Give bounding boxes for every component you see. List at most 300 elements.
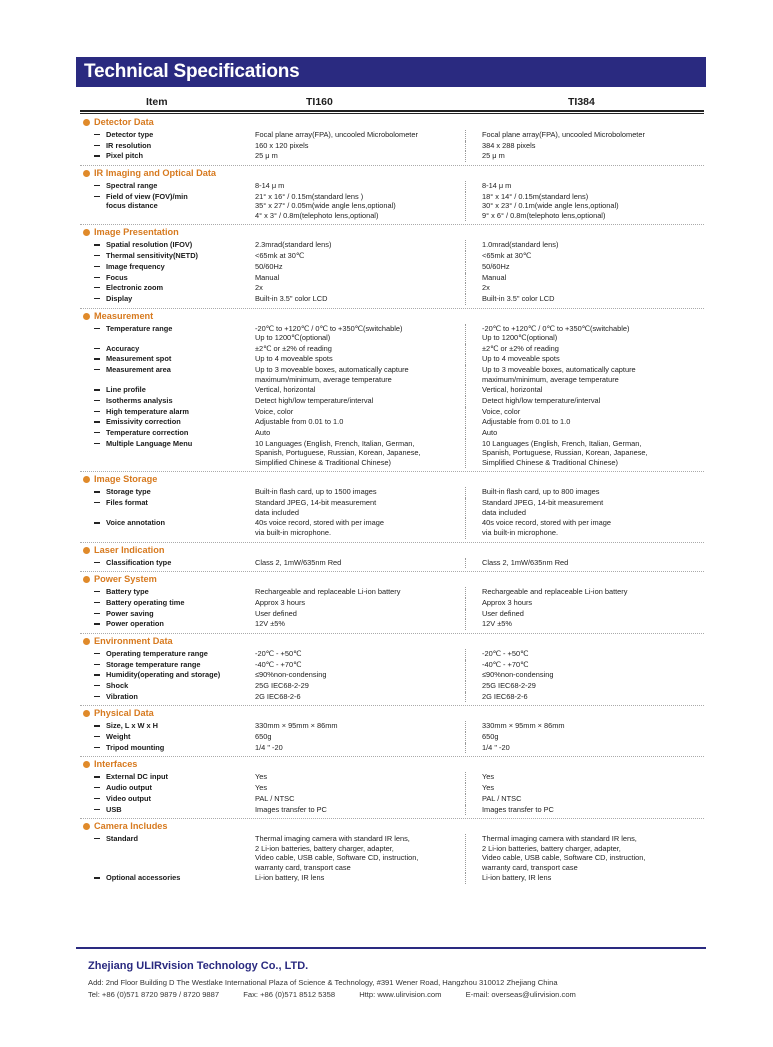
text-line: 30° x 23° / 0.1m(wide angle lens,optional) xyxy=(482,201,619,211)
spec-row xyxy=(80,598,704,609)
spec-row xyxy=(80,130,704,141)
text-line: Vibration xyxy=(106,691,138,701)
text-line: -20℃ to +120℃ / 0℃ to +350℃(switchable) xyxy=(255,323,403,333)
text-line: -40℃ - +70℃ xyxy=(482,659,529,669)
section-header xyxy=(80,311,704,324)
section-title: Image Presentation xyxy=(94,227,179,238)
spec-row xyxy=(80,385,704,396)
spec-value-model-1 xyxy=(255,805,475,815)
spec-value-model-2 xyxy=(482,192,704,221)
section-title: Measurement xyxy=(94,310,154,321)
text-line: Storage type xyxy=(106,487,151,497)
text-line: USB xyxy=(106,804,122,814)
text-line: Built-in 3.5" color LCD xyxy=(255,293,328,303)
spec-item-label xyxy=(106,151,256,161)
text-line: Built-in flash card, up to 1500 images xyxy=(255,487,377,497)
spec-value-model-2 xyxy=(482,692,704,702)
text-line: Temperature correction xyxy=(106,428,189,438)
row-dash-icon xyxy=(94,358,100,359)
spec-value-model-2 xyxy=(482,518,704,537)
text-line: Approx 3 hours xyxy=(255,597,306,607)
text-line: 12V ±5% xyxy=(482,619,512,629)
spec-section xyxy=(80,168,704,225)
section-divider xyxy=(80,224,704,225)
text-line: Storage temperature range xyxy=(106,659,201,669)
section-header xyxy=(80,759,704,772)
text-line: Humidity(operating and storage) xyxy=(106,670,221,680)
text-line: Battery operating time xyxy=(106,597,185,607)
spec-value-model-2 xyxy=(482,273,704,283)
spec-item-label xyxy=(106,518,256,528)
spec-value-model-1 xyxy=(255,587,475,597)
row-dash-icon xyxy=(94,421,100,422)
spec-value-model-2 xyxy=(482,587,704,597)
text-line: ≤90%non-condensing xyxy=(255,670,327,680)
page-title: Technical Specifications xyxy=(84,61,300,82)
text-line: Operating temperature range xyxy=(106,648,208,658)
spec-item-label xyxy=(106,251,256,261)
spec-row xyxy=(80,262,704,273)
text-line: Adjustable from 0.01 to 1.0 xyxy=(255,417,344,427)
row-dash-icon xyxy=(94,613,100,614)
text-line: 18° x 14° / 0.15m(standard lens) xyxy=(482,191,589,201)
section-title: IR Imaging and Optical Data xyxy=(94,168,217,179)
text-line: 50/60Hz xyxy=(255,261,283,271)
text-line: 10 Languages (English, French, Italian, German, xyxy=(482,438,642,448)
row-dash-icon xyxy=(94,277,100,278)
text-line: Display xyxy=(106,293,133,303)
text-line: Detector type xyxy=(106,130,154,139)
text-line: Focal plane array(FPA), uncooled Microbolometer xyxy=(255,130,418,139)
spec-item-label xyxy=(106,428,256,438)
spec-section xyxy=(80,708,704,757)
spec-item-label xyxy=(106,385,256,395)
text-line: 21° x 16° / 0.15m(standard lens ) xyxy=(255,191,364,201)
text-line: Files format xyxy=(106,498,148,508)
spec-item-label xyxy=(106,649,256,659)
text-line: Optional accessories xyxy=(106,873,181,883)
spec-value-model-1 xyxy=(255,721,475,731)
text-line: 8-14 μ m xyxy=(482,181,512,191)
row-dash-icon xyxy=(94,411,100,412)
spec-value-model-1 xyxy=(255,873,475,883)
text-line: ±2℃ or ±2% of reading xyxy=(482,343,559,353)
section-bullet-icon xyxy=(83,710,90,717)
spec-value-model-2 xyxy=(482,721,704,731)
spec-item-label xyxy=(106,598,256,608)
spec-table xyxy=(80,115,704,884)
spec-item-label xyxy=(106,240,256,250)
spec-value-model-1 xyxy=(255,324,475,343)
text-line: Emissivity correction xyxy=(106,417,181,427)
text-line: Simplified Chinese & Traditional Chinese) xyxy=(482,457,618,467)
section-title: Interfaces xyxy=(94,759,138,770)
row-dash-icon xyxy=(94,877,100,878)
spec-value-model-1 xyxy=(255,487,475,497)
spec-item-label xyxy=(106,354,256,364)
text-line: 25G IEC68-2-29 xyxy=(482,681,536,690)
text-line: -20℃ - +50℃ xyxy=(255,648,302,658)
text-line: 12V ±5% xyxy=(255,619,285,629)
text-line: Line profile xyxy=(106,385,146,395)
section-bullet-icon xyxy=(83,547,90,554)
text-line: User defined xyxy=(255,608,297,618)
spec-item-label xyxy=(106,834,256,844)
spec-row xyxy=(80,251,704,262)
row-dash-icon xyxy=(94,134,100,135)
row-dash-icon xyxy=(94,809,100,810)
row-dash-icon xyxy=(94,522,100,523)
spec-value-model-2 xyxy=(482,385,704,395)
row-dash-icon xyxy=(94,155,100,156)
spec-item-label xyxy=(106,805,256,815)
text-line: 1/4 " -20 xyxy=(482,742,510,752)
text-line: Pixel pitch xyxy=(106,151,143,161)
text-line: Auto xyxy=(255,428,271,438)
spec-value-model-2 xyxy=(482,181,704,191)
text-line: 1.0mrad(standard lens) xyxy=(482,240,559,250)
spec-row xyxy=(80,692,704,703)
section-bullet-icon xyxy=(83,823,90,830)
text-line: Adjustable from 0.01 to 1.0 xyxy=(482,417,571,427)
section-header xyxy=(80,168,704,181)
spec-item-label xyxy=(106,558,256,568)
spec-row xyxy=(80,619,704,630)
spec-value-model-1 xyxy=(255,732,475,742)
text-line: 650g xyxy=(482,732,499,742)
text-line: -20℃ to +120℃ / 0℃ to +350℃(switchable) xyxy=(482,323,630,333)
spec-row xyxy=(80,558,704,569)
text-line: 8-14 μ m xyxy=(255,181,285,191)
spec-item-label xyxy=(106,396,256,406)
spec-section xyxy=(80,574,704,634)
text-line: Battery type xyxy=(106,587,149,597)
text-line: Standard JPEG, 14-bit measurement xyxy=(482,498,604,508)
text-line: maximum/minimum, average temperature xyxy=(255,374,392,384)
spec-item-label xyxy=(106,721,256,731)
section-title: Power System xyxy=(94,574,157,585)
text-line: 160 x 120 pixels xyxy=(255,140,309,150)
spec-item-label xyxy=(106,417,256,427)
spec-value-model-2 xyxy=(482,151,704,161)
spec-row xyxy=(80,834,704,873)
spec-item-label xyxy=(106,192,256,211)
section-divider xyxy=(80,542,704,543)
text-line: Li-ion battery, IR lens xyxy=(482,873,552,883)
spec-value-model-1 xyxy=(255,396,475,406)
text-line: Yes xyxy=(482,772,495,782)
row-dash-icon xyxy=(94,328,100,329)
spec-section xyxy=(80,821,704,884)
spec-section xyxy=(80,759,704,819)
spec-item-label xyxy=(106,273,256,283)
text-line: 40s voice record, stored with per image xyxy=(482,518,611,528)
row-dash-icon xyxy=(94,787,100,788)
spec-value-model-2 xyxy=(482,805,704,815)
company-address: Add: 2nd Floor Building D The Westlake International Plaza of Science & Technology, #391 Wener Road, Hangzhou 310012 Zhejiang China xyxy=(88,978,558,987)
spec-value-model-1 xyxy=(255,772,475,782)
spec-value-model-2 xyxy=(482,141,704,151)
contact-website[interactable]: Http: www.ulirvision.com xyxy=(359,990,442,999)
text-line: External DC input xyxy=(106,772,169,782)
text-line: Class 2, 1mW/635nm Red xyxy=(255,557,342,567)
spec-item-label xyxy=(106,772,256,782)
text-line: Shock xyxy=(106,681,129,690)
section-title: Camera Includes xyxy=(94,821,168,832)
text-line: Voice, color xyxy=(255,406,294,416)
text-line: 9° x 6° / 0.8m(telephoto lens,optional) xyxy=(482,210,606,220)
text-line: Images transfer to PC xyxy=(255,804,327,814)
spec-value-model-1 xyxy=(255,649,475,659)
company-name: Zhejiang ULIRvision Technology Co., LTD. xyxy=(88,960,309,972)
text-line: Up to 3 moveable boxes, automatically capture xyxy=(482,365,636,375)
section-title: Detector Data xyxy=(94,117,154,127)
text-line: 2G IEC68-2-6 xyxy=(482,691,528,701)
spec-value-model-1 xyxy=(255,294,475,304)
header-rule-thin xyxy=(80,113,704,114)
row-dash-icon xyxy=(94,685,100,686)
text-line: Measurement area xyxy=(106,365,171,375)
spec-value-model-2 xyxy=(482,294,704,304)
spec-item-label xyxy=(106,587,256,597)
spec-item-label xyxy=(106,262,256,272)
spec-row xyxy=(80,498,704,518)
row-dash-icon xyxy=(94,255,100,256)
spec-value-model-1 xyxy=(255,273,475,283)
spec-value-model-2 xyxy=(482,283,704,293)
text-line: High temperature alarm xyxy=(106,406,189,416)
text-line: Standard xyxy=(106,834,139,844)
spec-value-model-1 xyxy=(255,251,475,261)
spec-value-model-2 xyxy=(482,660,704,670)
spec-value-model-1 xyxy=(255,407,475,417)
text-line: 1/4 " -20 xyxy=(255,742,283,752)
spec-value-model-1 xyxy=(255,670,475,680)
spec-value-model-2 xyxy=(482,365,704,384)
spec-value-model-2 xyxy=(482,428,704,438)
text-line: Voice annotation xyxy=(106,518,165,528)
section-bullet-icon xyxy=(83,476,90,483)
spec-value-model-2 xyxy=(482,487,704,497)
spec-item-label xyxy=(106,283,256,293)
text-line: Spanish, Portuguese, Russian, Korean, Japanese, xyxy=(255,448,421,458)
text-line: 2G IEC68-2-6 xyxy=(255,691,301,701)
text-line: Voice, color xyxy=(482,406,521,416)
spec-row xyxy=(80,141,704,152)
text-line: via built-in microphone. xyxy=(255,527,331,537)
text-line: Tripod mounting xyxy=(106,742,165,752)
spec-value-model-1 xyxy=(255,141,475,151)
section-divider xyxy=(80,308,704,309)
section-header xyxy=(80,474,704,487)
section-divider xyxy=(80,165,704,166)
spec-section xyxy=(80,117,704,166)
section-bullet-icon xyxy=(83,576,90,583)
row-dash-icon xyxy=(94,145,100,146)
spec-item-label xyxy=(106,344,256,354)
spec-value-model-2 xyxy=(482,417,704,427)
spec-row xyxy=(80,487,704,498)
section-title: Physical Data xyxy=(94,708,154,719)
row-dash-icon xyxy=(94,653,100,654)
spec-value-model-2 xyxy=(482,251,704,261)
spec-item-label xyxy=(106,670,256,680)
section-header xyxy=(80,117,704,130)
text-line: data included xyxy=(482,507,526,517)
spec-row xyxy=(80,344,704,355)
text-line: 650g xyxy=(255,732,272,742)
spec-row xyxy=(80,192,704,222)
text-line: Size, L x W x H xyxy=(106,721,159,731)
text-line: Detect high/low temperature/interval xyxy=(255,396,374,405)
spec-value-model-2 xyxy=(482,834,704,872)
text-line: Built-in 3.5" color LCD xyxy=(482,293,555,303)
spec-row xyxy=(80,670,704,681)
text-line: 4° x 3° / 0.8m(telephoto lens,optional) xyxy=(255,210,379,220)
text-line: <65mk at 30℃ xyxy=(255,251,305,261)
text-line: Detect high/low temperature/interval xyxy=(482,396,601,405)
section-header xyxy=(80,821,704,834)
text-line: Li-ion battery, IR lens xyxy=(255,873,325,883)
spec-row xyxy=(80,407,704,418)
spec-value-model-2 xyxy=(482,619,704,629)
text-line: Spatial resolution (IFOV) xyxy=(106,240,193,250)
spec-item-label xyxy=(106,439,256,449)
row-dash-icon xyxy=(94,348,100,349)
text-line: Standard JPEG, 14-bit measurement xyxy=(255,498,377,508)
text-line: focus distance xyxy=(106,201,158,211)
text-line: 25 μ m xyxy=(482,151,505,161)
contact-email[interactable]: E-mail: overseas@ulirvision.com xyxy=(465,990,576,999)
text-line: maximum/minimum, average temperature xyxy=(482,374,619,384)
text-line: Approx 3 hours xyxy=(482,597,533,607)
section-bullet-icon xyxy=(83,119,90,126)
text-line: 2 Li-ion batteries, battery charger, adapter, xyxy=(482,843,621,853)
text-line: -20℃ - +50℃ xyxy=(482,648,529,658)
text-line: Thermal imaging camera with standard IR lens, xyxy=(255,834,410,844)
spec-value-model-1 xyxy=(255,518,475,537)
section-title: Image Storage xyxy=(94,474,158,485)
spec-value-model-1 xyxy=(255,192,475,221)
text-line: Up to 4 moveable spots xyxy=(255,354,333,364)
row-dash-icon xyxy=(94,400,100,401)
text-line: 10 Languages (English, French, Italian, German, xyxy=(255,438,415,448)
text-line: Video cable, USB cable, Software CD, instruction, xyxy=(255,853,419,863)
text-line: Simplified Chinese & Traditional Chinese) xyxy=(255,457,391,467)
section-bullet-icon xyxy=(83,638,90,645)
spec-value-model-1 xyxy=(255,354,475,364)
row-dash-icon xyxy=(94,389,100,390)
text-line: Image frequency xyxy=(106,261,165,271)
spec-value-model-1 xyxy=(255,558,475,568)
spec-value-model-1 xyxy=(255,262,475,272)
text-line: Up to 4 moveable spots xyxy=(482,354,560,364)
text-line: -40℃ - +70℃ xyxy=(255,659,302,669)
row-dash-icon xyxy=(94,602,100,603)
text-line: Manual xyxy=(482,272,507,282)
section-divider xyxy=(80,818,704,819)
row-dash-icon xyxy=(94,369,100,370)
text-line: 2.3mrad(standard lens) xyxy=(255,240,332,250)
section-divider xyxy=(80,705,704,706)
text-line: Class 2, 1mW/635nm Red xyxy=(482,557,569,567)
text-line: 50/60Hz xyxy=(482,261,510,271)
row-dash-icon xyxy=(94,798,100,799)
spec-item-label xyxy=(106,181,256,191)
spec-row xyxy=(80,324,704,344)
spec-value-model-2 xyxy=(482,743,704,753)
spec-value-model-1 xyxy=(255,619,475,629)
spec-row xyxy=(80,273,704,284)
spec-value-model-1 xyxy=(255,609,475,619)
section-bullet-icon xyxy=(83,761,90,768)
text-line: 330mm × 95mm × 86mm xyxy=(255,721,338,731)
spec-value-model-2 xyxy=(482,873,704,883)
spec-value-model-2 xyxy=(482,396,704,406)
spec-item-label xyxy=(106,130,256,140)
spec-row xyxy=(80,649,704,660)
spec-value-model-1 xyxy=(255,692,475,702)
section-divider xyxy=(80,756,704,757)
spec-row xyxy=(80,428,704,439)
spec-value-model-1 xyxy=(255,417,475,427)
spec-item-label xyxy=(106,660,256,670)
spec-value-model-2 xyxy=(482,783,704,793)
section-divider xyxy=(80,633,704,634)
spec-item-label xyxy=(106,743,256,753)
row-dash-icon xyxy=(94,736,100,737)
text-line: 40s voice record, stored with per image xyxy=(255,518,384,528)
spec-item-label xyxy=(106,407,256,417)
spec-value-model-2 xyxy=(482,609,704,619)
spec-section xyxy=(80,545,704,573)
text-line: 384 x 288 pixels xyxy=(482,140,536,150)
text-line: Video output xyxy=(106,793,152,803)
spec-value-model-2 xyxy=(482,681,704,691)
text-line: Spanish, Portuguese, Russian, Korean, Japanese, xyxy=(482,448,648,458)
spec-value-model-2 xyxy=(482,498,704,517)
text-line: 25 μ m xyxy=(255,151,278,161)
row-dash-icon xyxy=(94,747,100,748)
text-line: warranty card, transport case xyxy=(255,862,351,872)
text-line: 25G IEC68-2-29 xyxy=(255,681,309,690)
text-line: Multiple Language Menu xyxy=(106,438,193,448)
spec-row xyxy=(80,783,704,794)
row-dash-icon xyxy=(94,432,100,433)
spec-value-model-2 xyxy=(482,649,704,659)
spec-row xyxy=(80,721,704,732)
spec-item-label xyxy=(106,732,256,742)
spec-value-model-2 xyxy=(482,558,704,568)
section-header xyxy=(80,708,704,721)
section-title: Laser Indication xyxy=(94,544,165,555)
company-contacts xyxy=(88,990,598,999)
text-line: Accuracy xyxy=(106,343,140,353)
text-line: Video cable, USB cable, Software CD, instruction, xyxy=(482,853,646,863)
section-bullet-icon xyxy=(83,170,90,177)
text-line: warranty card, transport case xyxy=(482,862,578,872)
spec-value-model-1 xyxy=(255,344,475,354)
spec-item-label xyxy=(106,609,256,619)
spec-value-model-1 xyxy=(255,365,475,384)
row-dash-icon xyxy=(94,185,100,186)
spec-item-label xyxy=(106,498,256,508)
row-dash-icon xyxy=(94,776,100,777)
text-line: via built-in microphone. xyxy=(482,527,558,537)
spec-value-model-2 xyxy=(482,324,704,343)
text-line: User defined xyxy=(482,608,524,618)
row-dash-icon xyxy=(94,287,100,288)
